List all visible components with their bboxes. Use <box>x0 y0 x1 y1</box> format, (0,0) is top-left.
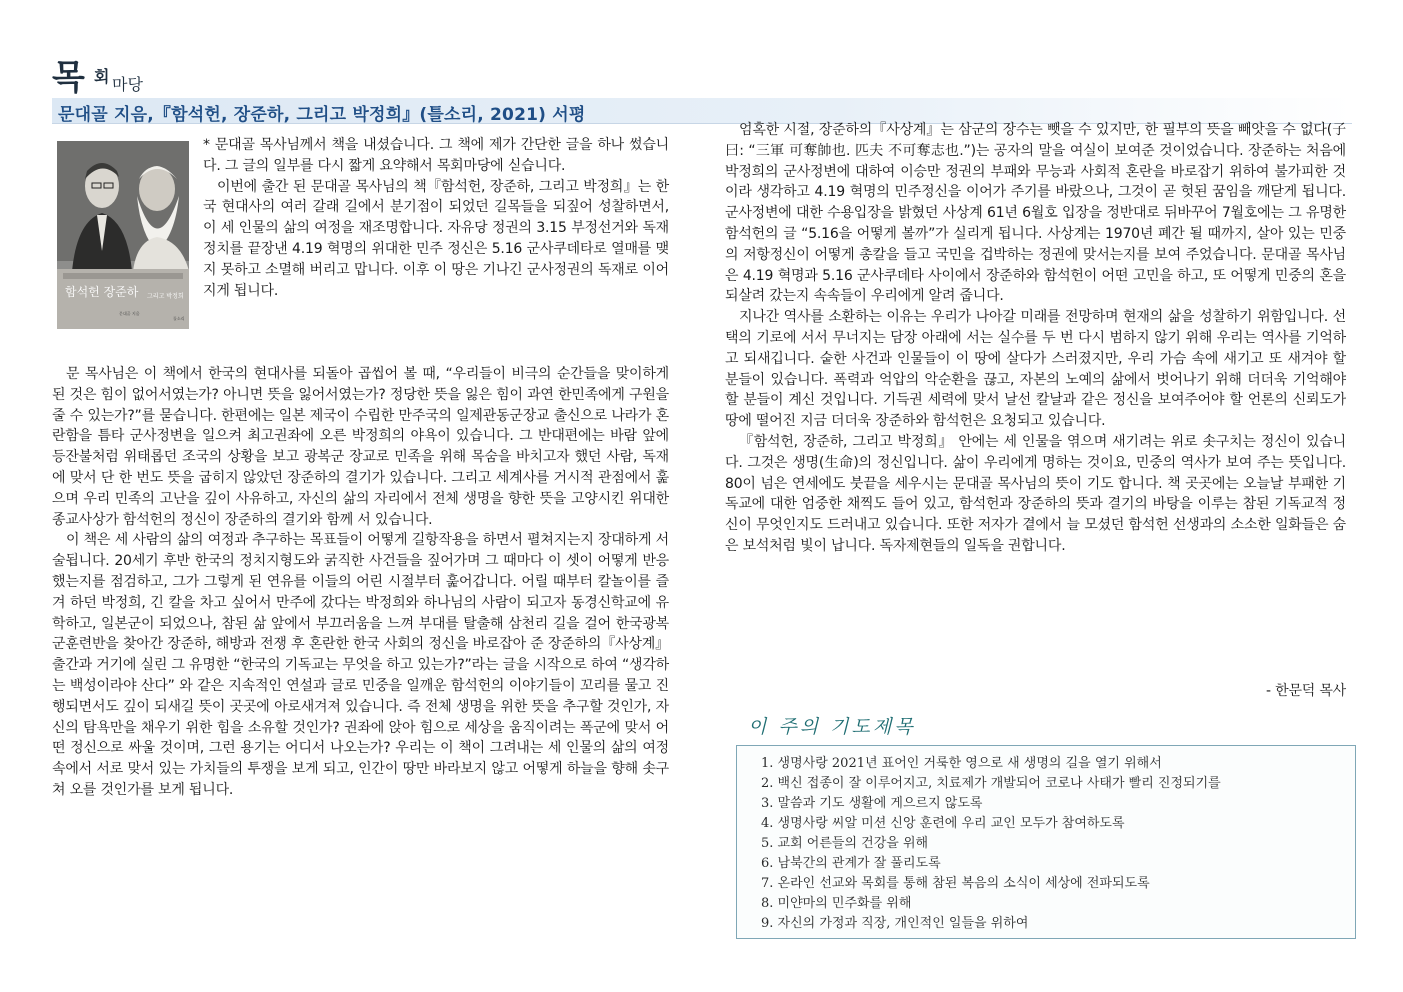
prayer-item: 2. 백신 접종이 잘 이루어지고, 치료제가 개발되어 코로나 사태가 빨리 진정되기를 <box>761 776 1221 791</box>
article-signature: - 한문덕 목사 <box>1266 683 1346 699</box>
book-cover-title: 함석헌 장준하 <box>65 285 139 299</box>
logo-char-big: 목 <box>52 58 84 98</box>
article-left-column <box>52 364 669 801</box>
prayer-item: 7. 온라인 선교와 목회를 통해 참된 복음의 소식이 세상에 전파되도록 <box>761 876 1150 891</box>
intro-note-paragraph: * 문대골 목사님께서 책을 내셨습니다. 그 책에 제가 간단한 글을 하나 썼습니다. 그 글의 일부를 다시 짧게 요약해서 목회마당에 싣습니다. <box>203 137 669 174</box>
book-cover-author: 문대골 지음 <box>119 311 140 316</box>
prayer-heading: 이 주의 기도제목 <box>748 716 916 738</box>
prayer-item: 8. 미얀마의 민주화를 위해 <box>761 896 912 911</box>
book-cover-publisher: 틀소리 <box>173 316 185 321</box>
left-paragraph-2: 이 책은 세 사람의 삶의 여정과 추구하는 목표들이 어떻게 길항작용을 하면서 펼쳐지는지 장대하게 서술됩니다. 20세기 후반 한국의 정치지형도와 굵직한 사건들을 짚어가며 그 때마다 이 셋이 어떻게 반응했는지를 점검하고, 그가 그렇게 된 연유를 이들의 어린 시절부터 훑어갑니다. 어릴 때부터 칼놀이를 즐겨 하던 박정희, 긴 칼을 차고 싶어서 만주에 갔다는 박정희와 하나님의 사람이 되고자 동경신학교에 유학하고, 일본군이 되었으나, 참된 삶 앞에서 부끄러움을 느껴 부대를 탈출해 삼천리 길을 걸어 한국광복군훈련반을 찾아간 장준하, 해방과 전쟁 후 혼란한 한국 사회의 정신을 바로잡아 준 장준하의『사상계』 출간과 거기에 실린 그 유명한 “한국의 기독교는 무엇을 하고 있는가?”라는 글을 시작으로 하여 “생각하는 백성이라야 산다” 와 같은 지속적인 연설과 글로 민중을 일깨운 함석헌의 이야기들이 꼬리를 물고 진행되면서도 깊이 되새길 뜻이 곳곳에 아로새겨져 있습니다. 즉 전체 생명을 위한 뜻을 추구할 것인가, 자신의 탐욕만을 채우기 위한 힘을 소유할 것인가? 권좌에 앉아 힘으로 세상을 움직이려는 폭군에 맞서 어떤 정신으로 싸울 것이며, 그런 용기는 어디서 나오는가? 우리는 이 책이 그려내는 세 인물의 삶의 여정 속에서 서로 맞서 있는 가치들의 투쟁을 보게 되고, 인간이 땅만 바라보지 않고 어떻게 하늘을 향해 솟구쳐 오를 것인가를 보게 됩니다. <box>52 532 669 798</box>
prayer-item: 3. 말씀과 기도 생활에 게으르지 않도록 <box>761 796 983 811</box>
logo-char-small: 회 <box>94 67 110 86</box>
right-paragraph-1: 엄혹한 시절, 장준하의『사상계』는 삼군의 장수는 뺏을 수 있지만, 한 필부의 뜻을 빼앗을 수 없다(子曰: “三軍 可奪帥也. 匹夫 不可奪志也.”)는 공자의 말을 여실이 보여준 것이었습니다. 장준하는 처음에 박정희의 군사정변에 대하여 이승만 정권의 부패와 무능과 사회적 혼란을 바로잡기 위하여 불가피한 것이라 생각하고 4.19 혁명의 민주정신을 이어가 주기를 바랐으나, 그것이 곧 헛된 꿈임을 깨닫게 됩니다. 군사정변에 대한 수용입장을 밝혔던 사상계 61년 6월호 입장을 정반대로 뒤바꾸어 7월호에는 그 유명한 함석헌의 글 “5.16을 어떻게 볼까”가 실리게 됩니다. 사상계는 1970년 폐간 될 때까지, 살아 있는 민중의 저항정신이 어떻게 총칼을 들고 국민을 겁박하는 정권에 맞서는지를 보여 주었습니다. 문대골 목사님은 4.19 혁명과 5.16 군사쿠데타 사이에서 장준하와 함석헌이 어떤 고민을 하고, 또 어떻게 민중의 혼을 되살려 갔는지 속속들이 우리에게 알려 줍니다. <box>725 122 1346 305</box>
right-paragraph-3: 『함석헌, 장준하, 그리고 박정희』 안에는 세 인물을 엮으며 새기려는 위로 솟구치는 정신이 있습니다. 그것은 생명(生命)의 정신입니다. 삶이 우리에게 명하는 것이요, 민중의 역사가 보여 주는 뜻입니다. 80이 넘은 연세에도 붓끝을 세우시는 문대골 목사님의 뜻이 기도 합니다. 책 곳곳에는 오늘날 부패한 기독교에 대한 엄중한 채찍도 들어 있고, 함석헌과 장준하의 뜻과 결기의 바탕을 이루는 참된 기독교적 정신이 무엇인지도 드러내고 있습니다. 또한 저자가 곁에서 늘 모셨던 함석헌 선생과의 소소한 일화들은 숨은 보석처럼 빛이 납니다. 독자제현들의 일독을 권합니다. <box>725 433 1346 554</box>
article-right-column <box>725 120 1346 557</box>
right-paragraph-2: 지나간 역사를 소환하는 이유는 우리가 나아갈 미래를 전망하며 현재의 삶을 성찰하기 위함입니다. 선택의 기로에 서서 무너지는 담장 아래에 서는 실수를 두 번 다시 범하지 않기 위해 우리는 역사를 기억하고 되새깁니다. 숱한 사건과 인물들이 이 땅에 살다가 스러졌지만, 우리 가슴 속에 새기고 또 새겨야 할 분들이 있습니다. 폭력과 억압의 악순환을 끊고, 자본의 노예의 삶에서 벗어나기 위해 더더욱 기억해야 할 분들이 계신 것입니다. 기득권 세력에 맞서 날선 칼날과 같은 정신을 보여주어야 할 언론의 신뢰도가 땅에 떨어진 지금 더더욱 장준하와 함석헌은 요청되고 있습니다. <box>725 309 1346 430</box>
prayer-box <box>736 745 1356 939</box>
prayer-item: 6. 남북간의 관계가 잘 풀리도록 <box>761 856 941 871</box>
prayer-item: 9. 자신의 가정과 직장, 개인적인 일들을 위하여 <box>761 916 1029 931</box>
article-intro <box>203 135 669 301</box>
prayer-item: 5. 교회 어른들의 건강을 위해 <box>761 836 929 851</box>
section-logo <box>52 50 252 96</box>
book-cover-subtitle: 그리고 박정희 <box>147 293 184 300</box>
page-title: 문대골 지음,『함석헌, 장준하, 그리고 박정희』(틀소리, 2021) 서평 <box>58 105 586 125</box>
prayer-list <box>761 754 1221 934</box>
left-paragraph-1: 문 목사님은 이 책에서 한국의 현대사를 되돌아 곱씹어 볼 때, “우리들이 비극의 순간들을 맞이하게 된 것은 힘이 없어서였는가? 아니면 뜻을 잃어서였는가? 정당한 뜻을 잃은 힘이 과연 한민족에게 구원을 줄 수 있는가?”를 묻습니다. 한편에는 일본 제국이 수립한 만주국의 일제관동군장교 출신으로 나라가 혼란함을 틈타 군사정변을 일으켜 최고권좌에 오른 박정희의 야욕이 있습니다. 그 반대편에는 바람 앞에 등잔불처럼 위태롭던 조국의 상황을 보고 광복군 장교로 민족을 위해 목숨을 바치고자 했던 사람, 독재에 맞서 단 한 번도 뜻을 굽히지 않았던 장준하의 결기가 있습니다. 그리고 세계사를 거시적 관점에서 훑으며 우리 민족의 고난을 깊이 사유하고, 자신의 삶의 자리에서 전체 생명을 향한 뜻을 고양시킨 위대한 종교사상가 함석헌의 정신이 장준하의 결기와 함께 서 있습니다. <box>52 366 669 528</box>
intro-paragraph: 이번에 출간 된 문대골 목사님의 책『함석헌, 장준하, 그리고 박정희』는 한국 현대사의 여러 갈래 길에서 분기점이 되었던 길목들을 되짚어 성찰하면서, 이 세 인물의 삶의 여정을 재조명합니다. 자유당 정권의 3.15 부정선거와 독재정치를 끝장낸 4.19 혁명의 위대한 민주 정신은 5.16 군사쿠데타로 열매를 맺지 못하고 소멸해 버리고 맙니다. 이후 이 땅은 기나긴 군사정권의 독재로 이어지게 됩니다. <box>203 178 669 299</box>
prayer-item: 1. 생명사랑 2021년 표어인 거룩한 영으로 새 생명의 길을 열기 위해서 <box>761 756 1162 771</box>
book-cover-photo <box>57 141 189 329</box>
prayer-item: 4. 생명사랑 씨알 미션 신앙 훈련에 우리 교인 모두가 참여하도록 <box>761 816 1125 831</box>
logo-tail: 마당 <box>112 75 143 94</box>
book-cover-image <box>57 141 189 329</box>
